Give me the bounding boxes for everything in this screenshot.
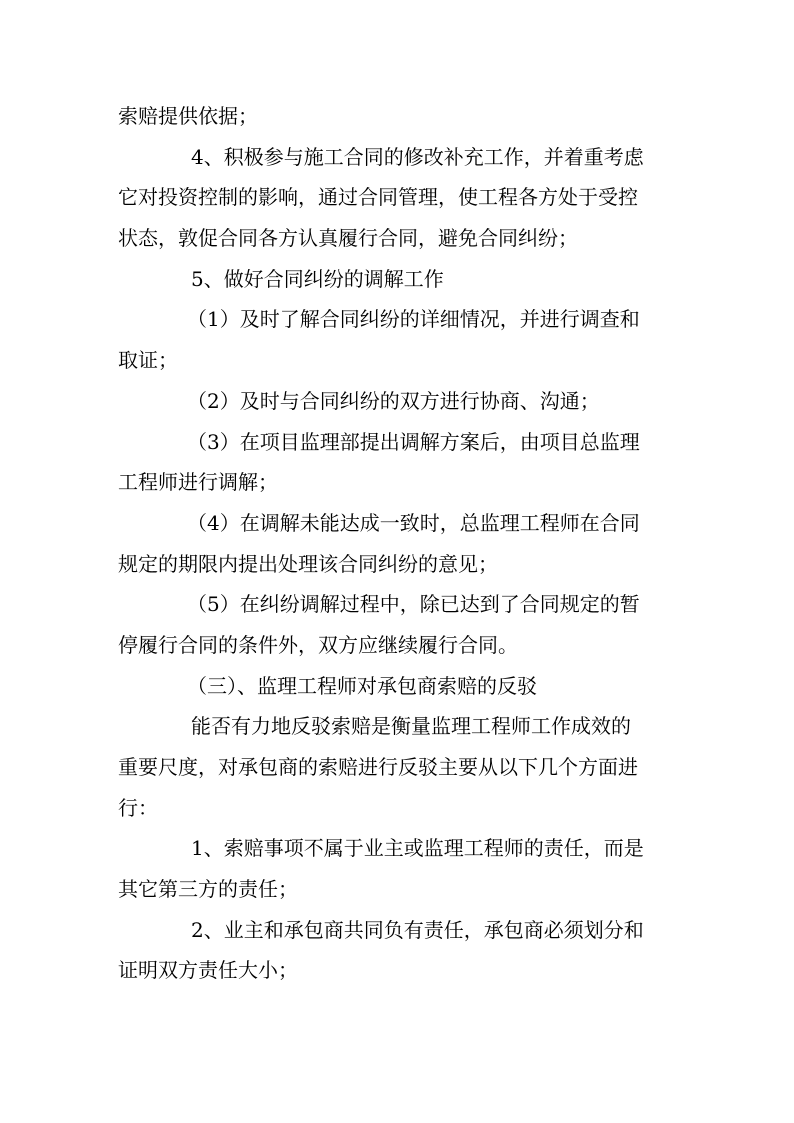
text-line: （1）及时了解合同纠纷的详细情况，并进行调查和: [187, 307, 640, 332]
text-line: 索赔提供依据；: [118, 104, 258, 128]
text-line: 2、业主和承包商共同负有责任，承包商必须划分和: [191, 917, 644, 942]
text-line: 5、做好合同纠纷的调解工作: [191, 266, 444, 291]
text-line: 证明双方责任大小；: [118, 958, 298, 983]
text-line: （5）在纠纷调解过程中，除已达到了合同规定的暂: [187, 592, 640, 617]
section-heading: （三）、监理工程师对承包商索赔的反驳: [187, 673, 537, 698]
text-line: （4）在调解未能达成一致时，总监理工程师在合同: [187, 510, 640, 535]
text-line: （2）及时与合同纠纷的双方进行协商、沟通；: [187, 388, 600, 413]
text-line: 行：: [118, 795, 158, 820]
text-line: 取证；: [118, 348, 178, 373]
text-line: 停履行合同的条件外，双方应继续履行合同。: [118, 632, 518, 657]
text-line: 其它第三方的责任；: [118, 877, 298, 902]
text-line: 重要尺度，对承包商的索赔进行反驳主要从以下几个方面进: [118, 755, 638, 779]
text-line: 1、索赔事项不属于业主或监理工程师的责任，而是: [191, 836, 644, 861]
text-line: 工程师进行调解；: [118, 470, 278, 495]
document-body: [118, 96, 678, 991]
text-line: 状态，敦促合同各方认真履行合同，避免合同纠纷；: [118, 226, 578, 251]
text-line: 能否有力地反驳索赔是衡量监理工程师工作成效的: [191, 714, 631, 739]
text-line: 4、积极参与施工合同的修改补充工作，并着重考虑: [191, 144, 644, 169]
text-line: 规定的期限内提出处理该合同纠纷的意见；: [118, 551, 498, 576]
text-line: 它对投资控制的影响，通过合同管理，使工程各方处于受控: [118, 185, 638, 210]
text-line: （3）在项目监理部提出调解方案后，由项目总监理: [187, 429, 640, 454]
